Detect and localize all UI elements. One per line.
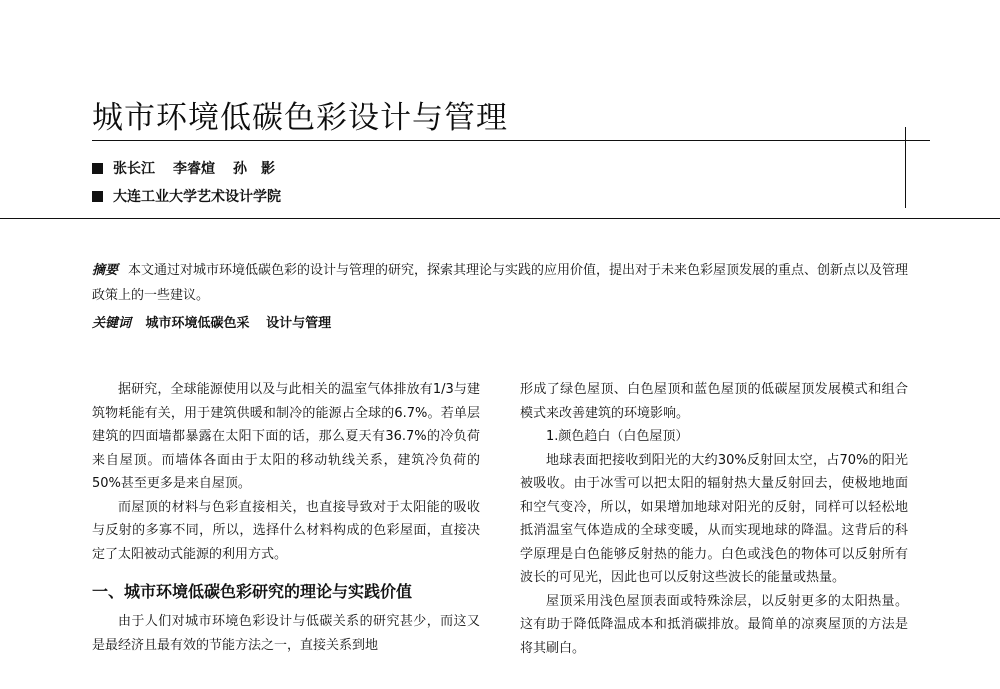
keyword: 设计与管理 [266, 316, 332, 331]
author-name: 孙 影 [233, 161, 275, 177]
author-line [92, 158, 293, 178]
bullet-square-icon [92, 163, 103, 174]
article-title: 城市环境低碳色彩设计与管理 [92, 100, 508, 136]
paragraph: 而屋顶的材料与色彩直接相关，也直接导致对于太阳能的吸收与反射的多寡不同，所以，选择什么材料构成的色彩屋面，直接决定了太阳被动式能源的利用方式。 [92, 499, 480, 562]
author-name: 李睿煊 [173, 161, 215, 177]
paragraph: 由于人们对城市环境色彩设计与低碳关系的研究甚少，而这又是最经济且最有效的节能方法之一，直接关系到地 [92, 614, 480, 653]
paragraph: 屋顶采用浅色屋顶表面或特殊涂层，以反射更多的太阳热量。这有助于降低降温成本和抵消碳排放。最简单的凉爽屋顶的方法是将其刷白。 [520, 593, 908, 656]
affiliation: 大连工业大学艺术设计学院 [113, 189, 281, 205]
vertical-rule [905, 127, 906, 208]
abstract-text: 本文通过对城市环境低碳色彩的设计与管理的研究，探索其理论与实践的应用价值，提出对于未来色彩屋顶发展的重点、创新点以及管理政策上的一些建议。 [92, 263, 909, 303]
paragraph: 地球表面把接收到阳光的大约30%反射回太空，占70%的阳光被吸收。由于冰雪可以把太阳的辐射热大量反射回去，使极地地面和空气变冷，所以，如果增加地球对阳光的反射，同样可以轻松地抵消温室气体造成的全球变暖，从而实现地球的降温。这背后的科学原理是白色能够反射热的能力。白色或浅色的物体可以反射所有波长的可见光，因此也可以反射这些波长的能量或热量。 [520, 452, 908, 585]
header-divider [0, 218, 1000, 219]
paragraph: 形成了绿色屋顶、白色屋顶和蓝色屋顶的低碳屋顶发展模式和组合模式来改善建筑的环境影响。 [520, 382, 908, 421]
paragraph: 据研究，全球能源使用以及与此相关的温室气体排放有1/3与建筑物耗能有关，用于建筑供暖和制冷的能源占全球的6.7%。若单层建筑的四面墙都暴露在太阳下面的话，那么夏天有36.7%的冷负荷来自屋顶。而墙体各面由于太阳的移动轨线关系，建筑冷负荷的50%甚至更多是来自屋顶。 [92, 382, 480, 491]
bullet-square-icon [92, 191, 103, 202]
author-name: 张长江 [113, 161, 155, 177]
abstract-label: 摘要 [92, 263, 119, 278]
keywords-label: 关键词 [92, 316, 132, 331]
subsection-heading: 1.颜色趋白（白色屋顶） [546, 429, 689, 444]
affiliation-line [92, 186, 281, 206]
section-heading: 一、城市环境低碳色彩研究的理论与实践价值 [92, 582, 413, 601]
right-column [520, 378, 908, 660]
keyword: 城市环境低碳色采 [145, 316, 250, 331]
abstract [92, 258, 910, 308]
left-column [92, 378, 480, 657]
keywords [92, 312, 343, 331]
title-rule [92, 140, 930, 141]
